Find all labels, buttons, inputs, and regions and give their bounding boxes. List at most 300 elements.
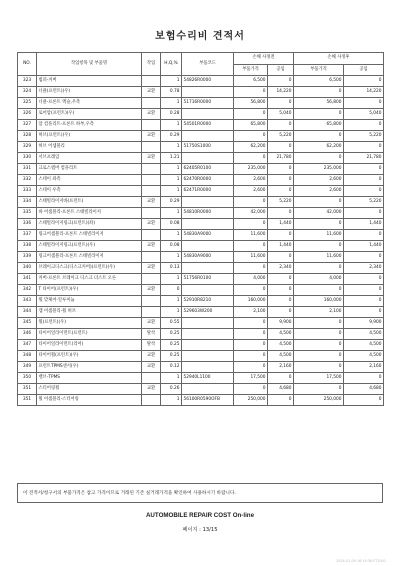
table-row <box>18 208 384 219</box>
cell-code <box>182 109 234 120</box>
cell-code <box>182 197 234 208</box>
cell-l1: 0 <box>268 296 294 307</box>
cell-item: 바 어셈블리-프론트 스태빌라이저 <box>37 208 142 219</box>
cell-no: 323 <box>18 76 37 87</box>
table-row <box>18 87 384 98</box>
cell-work <box>142 307 161 318</box>
cell-l1: 0 <box>268 186 294 197</box>
cell-l2: 4,680 <box>344 384 384 395</box>
cell-p1: 11,600 <box>234 252 268 263</box>
cell-p2: 6,500 <box>294 76 344 87</box>
cell-hq: 1 <box>161 252 182 263</box>
page-number: 페이지 : 13/15 <box>182 527 218 533</box>
cell-work <box>142 142 161 153</box>
cell-work <box>142 186 161 197</box>
cell-l2: 0 <box>344 230 384 241</box>
cell-no: 348 <box>18 351 37 362</box>
cell-item: 스태빌라이저링크(프런트)(우) <box>37 241 142 252</box>
cell-work: 교환 <box>142 351 161 362</box>
cell-work <box>142 274 161 285</box>
cell-l1: 0 <box>268 395 294 406</box>
cell-hq: 0 <box>161 285 182 296</box>
table-row <box>18 120 384 131</box>
table-row <box>18 395 384 406</box>
cell-work: 교환 <box>142 362 161 373</box>
table-row <box>18 142 384 153</box>
cell-item: 스태빌라이저링크(프런트)(좌) <box>37 219 142 230</box>
cell-l2: 4,500 <box>344 351 384 362</box>
header-hq: H,Q,% <box>161 53 182 76</box>
header-part-price-before: 부품가격 <box>234 64 268 76</box>
table-row <box>18 263 384 274</box>
cell-hq: 1 <box>161 307 182 318</box>
cell-no: 335 <box>18 208 37 219</box>
cell-no: 324 <box>18 87 37 98</box>
table-row <box>18 241 384 252</box>
cell-p1: 17,500 <box>234 373 268 384</box>
table-row <box>18 164 384 175</box>
cell-p1: 56,800 <box>234 98 268 109</box>
header-labor-after: 공임 <box>344 64 384 76</box>
cell-p1: 160,000 <box>234 296 268 307</box>
cell-l2: 21,780 <box>344 153 384 164</box>
cell-no: 327 <box>18 120 37 131</box>
cell-code <box>182 340 234 351</box>
cell-item: 휠(프런트)(우) <box>37 318 142 329</box>
cell-no: 336 <box>18 219 37 230</box>
cell-work: 탈착 <box>142 329 161 340</box>
cell-hq: 0.25 <box>161 340 182 351</box>
cell-l1: 0 <box>268 142 294 153</box>
header-work: 작업 <box>142 53 161 76</box>
header-before: 손해 사정전 <box>234 53 294 65</box>
cell-l2: 0 <box>344 274 384 285</box>
cell-hq: 0.55 <box>161 318 182 329</box>
footer-title: AUTOMOBILE REPAIR COST On-line <box>145 512 255 519</box>
cell-l2: 0 <box>344 142 384 153</box>
table-row <box>18 307 384 318</box>
cell-item: 스티어링휠 <box>37 384 142 395</box>
cell-item: 스태빌라이저바(프런트) <box>37 197 142 208</box>
cell-l2: 0 <box>344 296 384 307</box>
cell-l2: 5,220 <box>344 131 384 142</box>
cell-p2: 2,600 <box>294 175 344 186</box>
cell-hq: 0.13 <box>161 263 182 274</box>
cell-l2: 2,160 <box>344 362 384 373</box>
cell-code <box>182 131 234 142</box>
cell-no: 333 <box>18 186 37 197</box>
cell-l1: 14,220 <box>268 87 294 98</box>
cell-p1: 0 <box>234 362 268 373</box>
cell-l1: 0 <box>268 164 294 175</box>
cell-p1: 4,000 <box>234 274 268 285</box>
cell-hq: 0.29 <box>161 197 182 208</box>
cell-p1: 0 <box>234 197 268 208</box>
cell-work <box>142 373 161 384</box>
cell-work: 교환 <box>142 109 161 120</box>
cell-no: 331 <box>18 164 37 175</box>
cell-l2: 0 <box>344 164 384 175</box>
cell-p2: 11,600 <box>294 230 344 241</box>
cell-no: 347 <box>18 340 37 351</box>
table-row <box>18 373 384 384</box>
header-after: 손해 사정후 <box>294 53 384 65</box>
cell-p1: 0 <box>234 219 268 230</box>
cell-item: 크로스멤버 컴플리트 <box>37 164 142 175</box>
cell-work <box>142 120 161 131</box>
cell-l2: 5,040 <box>344 109 384 120</box>
cell-no: 349 <box>18 362 37 373</box>
cell-p1: 0 <box>234 384 268 395</box>
cell-p2: 17,500 <box>294 373 344 384</box>
cell-p1: 42,000 <box>234 208 268 219</box>
table-row <box>18 175 384 186</box>
cell-p2: 0 <box>294 131 344 142</box>
cell-p2: 0 <box>294 285 344 296</box>
cell-no: 351 <box>18 384 37 395</box>
table-row <box>18 197 384 208</box>
cell-hq: 0.29 <box>161 131 182 142</box>
cell-item: 로어암(프런트)(우) <box>37 109 142 120</box>
cell-p2: 0 <box>294 219 344 230</box>
cell-no: 330 <box>18 153 37 164</box>
cell-l2: 14,220 <box>344 87 384 98</box>
cell-work <box>142 98 161 109</box>
cell-no: 338 <box>18 241 37 252</box>
table-row <box>18 219 384 230</box>
cell-code <box>182 153 234 164</box>
cell-hq: 0.25 <box>161 329 182 340</box>
cell-code: 62471R0000 <box>182 186 234 197</box>
table-row <box>18 230 384 241</box>
notice-box: 이 견적서/청구서의 부품가격은 참고 가격이므로 거래된 기존 실거래가격을 확인하여 사용하시기 바랍니다. <box>17 483 383 503</box>
cell-work <box>142 164 161 175</box>
cell-p1: 2,600 <box>234 186 268 197</box>
cell-no: 326 <box>18 109 37 120</box>
cell-work: 교환 <box>142 384 161 395</box>
cell-p2: 2,100 <box>294 307 344 318</box>
cell-p1: 0 <box>234 109 268 120</box>
cell-code: 56100R0590OFB <box>182 395 234 406</box>
cell-work <box>142 252 161 263</box>
cell-work <box>142 76 161 87</box>
cell-item: 허브(프런트)(우) <box>37 131 142 142</box>
cell-hq: 1 <box>161 175 182 186</box>
cell-l1: 0 <box>268 373 294 384</box>
cell-p2: 62,200 <box>294 142 344 153</box>
cell-work <box>142 296 161 307</box>
cell-p1: 0 <box>234 285 268 296</box>
cell-l1: 2,340 <box>268 263 294 274</box>
cell-code: 529603W200 <box>182 307 234 318</box>
header-no: NO. <box>18 53 37 76</box>
cell-l1: 9,900 <box>268 318 294 329</box>
cell-l2: 0 <box>344 307 384 318</box>
cell-item: 너클(프런트)(우) <box>37 87 142 98</box>
cell-code <box>182 285 234 296</box>
cell-l1: 1,440 <box>268 241 294 252</box>
cell-p2: 0 <box>294 197 344 208</box>
cell-code <box>182 384 234 395</box>
cell-p2: 0 <box>294 318 344 329</box>
cell-code: 62405R0100 <box>182 164 234 175</box>
cell-l1: 0 <box>268 175 294 186</box>
table-body <box>18 76 384 406</box>
cell-p2: 0 <box>294 329 344 340</box>
cell-no: 339 <box>18 252 37 263</box>
table-header-row <box>18 53 384 65</box>
cell-work <box>142 208 161 219</box>
cell-no: 350 <box>18 373 37 384</box>
table-row <box>18 329 384 340</box>
table-row <box>18 153 384 164</box>
table-row <box>18 285 384 296</box>
cell-code: 54826R0000 <box>182 76 234 87</box>
cell-l1: 0 <box>268 307 294 318</box>
cell-l2: 0 <box>344 186 384 197</box>
cell-no: 351 <box>18 395 37 406</box>
cell-code <box>182 362 234 373</box>
estimate-table <box>17 52 384 406</box>
cell-p1: 0 <box>234 241 268 252</box>
cell-item: 타이어휠(프런트)(우) <box>37 351 142 362</box>
cell-l2: 0 <box>344 252 384 263</box>
cell-work <box>142 395 161 406</box>
cell-hq: 0.25 <box>161 351 182 362</box>
cell-hq: 1 <box>161 76 182 87</box>
cell-p1: 0 <box>234 87 268 98</box>
cell-code: 52910R8210 <box>182 296 234 307</box>
cell-hq: 0.28 <box>161 109 182 120</box>
cell-work: 탈착 <box>142 340 161 351</box>
cell-l1: 1,440 <box>268 219 294 230</box>
cell-no: 329 <box>18 142 37 153</box>
cell-item: 서브프레임 <box>37 153 142 164</box>
cell-item: 암 컴플리트-프론트 하부,우측 <box>37 120 142 131</box>
cell-hq: 0.78 <box>161 87 182 98</box>
cell-item: 너클-프론트 액슬,우측 <box>37 98 142 109</box>
cell-no: 340 <box>18 263 37 274</box>
cell-p2: 2,600 <box>294 186 344 197</box>
cell-item: T 타이어(프런트)(우) <box>37 285 142 296</box>
cell-no: 328 <box>18 131 37 142</box>
cell-code <box>182 87 234 98</box>
cell-code <box>182 318 234 329</box>
cell-l2: 0 <box>344 98 384 109</box>
cell-code <box>182 219 234 230</box>
cell-no: 343 <box>18 296 37 307</box>
table-row <box>18 98 384 109</box>
table-row <box>18 318 384 329</box>
cell-work: 교환 <box>142 153 161 164</box>
cell-l1: 4,500 <box>268 351 294 362</box>
cell-p2: 160,000 <box>294 296 344 307</box>
cell-no: 332 <box>18 175 37 186</box>
cell-l1: 4,500 <box>268 329 294 340</box>
cell-l2: 0 <box>344 395 384 406</box>
cell-p1: 0 <box>234 340 268 351</box>
cell-p1: 0 <box>234 318 268 329</box>
cell-p1: 0 <box>234 263 268 274</box>
cell-p2: 235,000 <box>294 164 344 175</box>
cell-code: 51756R0100 <box>182 274 234 285</box>
cell-no: 342 <box>18 285 37 296</box>
cell-p2: 0 <box>294 351 344 362</box>
cell-p2: 0 <box>294 109 344 120</box>
cell-hq: 1 <box>161 164 182 175</box>
table-row <box>18 351 384 362</box>
cell-l1: 0 <box>268 230 294 241</box>
cell-p2: 42,000 <box>294 208 344 219</box>
cell-item: 타이어얼라이먼트(리어) <box>37 340 142 351</box>
cell-p2: 0 <box>294 362 344 373</box>
cell-l1: 5,220 <box>268 131 294 142</box>
cell-p1: 0 <box>234 153 268 164</box>
cell-item: 범퍼-커버 <box>37 76 142 87</box>
cell-no: 341 <box>18 274 37 285</box>
cell-l2: 4,500 <box>344 329 384 340</box>
table-row <box>18 76 384 87</box>
cell-l2: 1,440 <box>344 219 384 230</box>
document-title: 보험수리비 견적서 <box>155 31 245 42</box>
cell-l2: 2,340 <box>344 263 384 274</box>
header-code: 부품코드 <box>182 53 234 76</box>
cell-p2: 56,800 <box>294 98 344 109</box>
cell-hq: 0.08 <box>161 241 182 252</box>
cell-p1: 65,800 <box>234 120 268 131</box>
cell-l1: 5,040 <box>268 109 294 120</box>
cell-item: 타이어얼라이먼트(프런트) <box>37 329 142 340</box>
table-row <box>18 274 384 285</box>
cell-hq: 1 <box>161 98 182 109</box>
cell-work: 교환 <box>142 131 161 142</box>
cell-p1: 11,600 <box>234 230 268 241</box>
table-row <box>18 384 384 395</box>
cell-p1: 62,200 <box>234 142 268 153</box>
cell-l1: 0 <box>268 76 294 87</box>
cell-l2: 0 <box>344 120 384 131</box>
cell-no: 344 <box>18 307 37 318</box>
cell-l2: 0 <box>344 175 384 186</box>
cell-work: 교환 <box>142 197 161 208</box>
cell-item: 링크어셈블리-프론트 스태빌라이저 <box>37 252 142 263</box>
cell-p1: 0 <box>234 351 268 362</box>
cell-item: 휠 어셈블리-스티어링 <box>37 395 142 406</box>
cell-p2: 0 <box>294 340 344 351</box>
cell-hq: 1.21 <box>161 153 182 164</box>
cell-code: 54830A9000 <box>182 252 234 263</box>
cell-item: 링크어셈블리-프론트 스태빌라이저 <box>37 230 142 241</box>
cell-l2: 1,440 <box>344 241 384 252</box>
cell-item: 휠 맞체어-알루미늄 <box>37 296 142 307</box>
cell-item: 밸브-TPMS <box>37 373 142 384</box>
cell-hq: 0.26 <box>161 384 182 395</box>
cell-code: 52940L1100 <box>182 373 234 384</box>
table-row <box>18 131 384 142</box>
cell-hq: 1 <box>161 186 182 197</box>
cell-work: 교환 <box>142 241 161 252</box>
cell-l1: 0 <box>268 252 294 263</box>
cell-p2: 0 <box>294 153 344 164</box>
cell-work <box>142 175 161 186</box>
cell-code: 51716R0000 <box>182 98 234 109</box>
cell-hq: 0.08 <box>161 219 182 230</box>
cell-code: 54810R0000 <box>182 208 234 219</box>
cell-hq: 1 <box>161 274 182 285</box>
cell-l1: 21,780 <box>268 153 294 164</box>
cell-l2: 9,900 <box>344 318 384 329</box>
cell-hq: 1 <box>161 296 182 307</box>
cell-hq: 1 <box>161 208 182 219</box>
cell-l1: 0 <box>268 208 294 219</box>
table-row <box>18 252 384 263</box>
cell-code <box>182 351 234 362</box>
cell-l1: 5,220 <box>268 197 294 208</box>
cell-item: 스테이 우측 <box>37 186 142 197</box>
cell-no: 334 <box>18 197 37 208</box>
cell-l2: 5,220 <box>344 197 384 208</box>
cell-hq: 1 <box>161 373 182 384</box>
cell-p2: 0 <box>294 384 344 395</box>
cell-code <box>182 263 234 274</box>
table-row <box>18 186 384 197</box>
cell-code: 62470R0000 <box>182 175 234 186</box>
cell-work <box>142 230 161 241</box>
cell-l1: 0 <box>268 120 294 131</box>
print-stamp: 2024-01-09 16:14:38 ET1001 <box>336 559 386 563</box>
cell-l1: 2,160 <box>268 362 294 373</box>
cell-p1: 2,100 <box>234 307 268 318</box>
cell-p2: 11,600 <box>294 252 344 263</box>
cell-work: 교환 <box>142 263 161 274</box>
cell-p2: 250,000 <box>294 395 344 406</box>
cell-hq: 1 <box>161 120 182 131</box>
cell-l2: 0 <box>344 373 384 384</box>
cell-p1: 0 <box>234 131 268 142</box>
cell-code: 51750S1000 <box>182 142 234 153</box>
cell-p2: 0 <box>294 241 344 252</box>
cell-no: 337 <box>18 230 37 241</box>
cell-l2: 0 <box>344 208 384 219</box>
cell-p2: 0 <box>294 87 344 98</box>
cell-work: 교환 <box>142 219 161 230</box>
cell-l1: 4,500 <box>268 340 294 351</box>
table-row <box>18 362 384 373</box>
cell-p1: 250,000 <box>234 395 268 406</box>
cell-l2: 0 <box>344 285 384 296</box>
cell-item: 허브 어셈블리 <box>37 142 142 153</box>
cell-p2: 4,000 <box>294 274 344 285</box>
cell-no: 345 <box>18 318 37 329</box>
header-part-price-after: 부품가격 <box>294 64 344 76</box>
cell-code <box>182 241 234 252</box>
cell-item: 브레이크디스크(디스크커버)(프런트)(우) <box>37 263 142 274</box>
cell-item: 커버-프론트 브레이크 디스크 더스트 오른 <box>37 274 142 285</box>
cell-no: 325 <box>18 98 37 109</box>
table-row <box>18 109 384 120</box>
cell-hq: 1 <box>161 142 182 153</box>
cell-l2: 4,500 <box>344 340 384 351</box>
cell-hq: 0.12 <box>161 362 182 373</box>
cell-item: 프런트TPMS센서(우) <box>37 362 142 373</box>
cell-p1: 235,000 <box>234 164 268 175</box>
table-row <box>18 296 384 307</box>
cell-item: 스테이 좌측 <box>37 175 142 186</box>
header-item: 작업항목 및 부품명 <box>37 53 142 76</box>
cell-p2: 65,800 <box>294 120 344 131</box>
cell-work: 교환 <box>142 318 161 329</box>
table-row <box>18 340 384 351</box>
